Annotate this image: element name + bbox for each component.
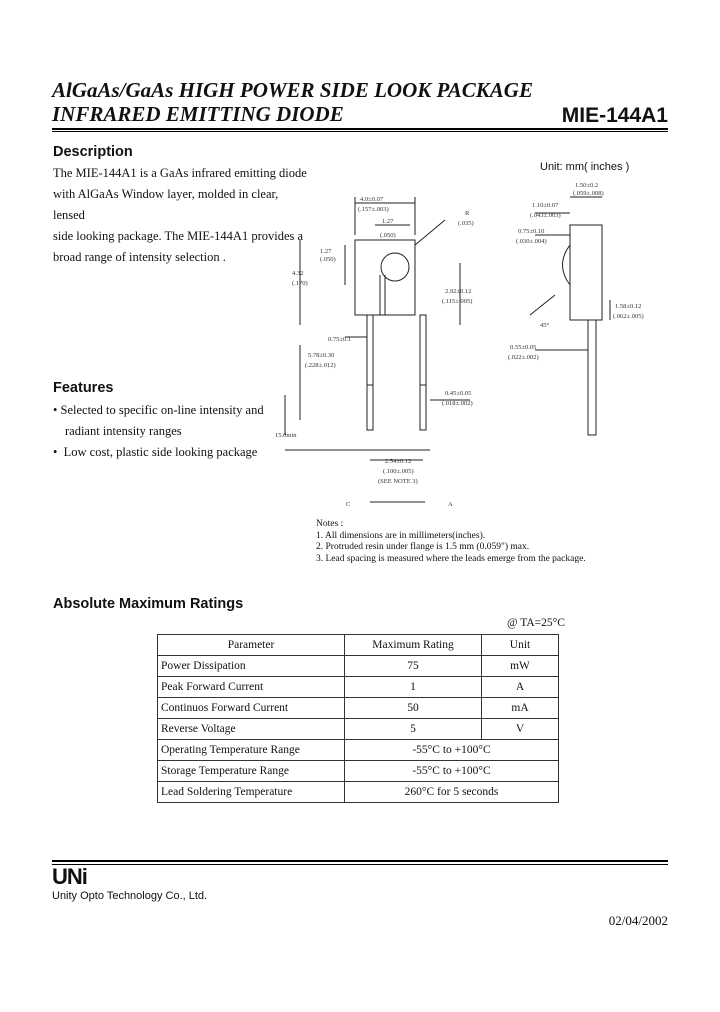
table-row <box>158 740 559 761</box>
feature-item: • Selected to specific on-line intensity and <box>53 403 264 417</box>
cell-param: Continuos Forward Current <box>158 698 345 719</box>
dim-label: 1.50±0.2 <box>575 182 599 189</box>
cell-value: 260°C for 5 seconds <box>345 782 559 803</box>
dim-label: (.228±.012) <box>305 362 336 369</box>
dim-label: 0.45±0.05 <box>445 390 472 397</box>
cell-param: Lead Soldering Temperature <box>158 782 345 803</box>
footer-rule <box>52 860 668 862</box>
part-number: MIE-144A1 <box>561 104 668 127</box>
dim-label: (.059±.008) <box>573 190 604 197</box>
cell-value: 50 <box>345 698 482 719</box>
package-body-side <box>570 225 602 320</box>
cell-unit: mA <box>482 698 559 719</box>
header-rule-thin <box>52 131 668 132</box>
column-header: Parameter <box>158 635 345 656</box>
dim-label: 1.27 <box>320 248 332 255</box>
feature-text: Selected to specific on-line intensity and <box>60 403 264 417</box>
column-header: Maximum Rating <box>345 635 482 656</box>
feature-item-cont <box>53 421 293 442</box>
cell-value: 1 <box>345 677 482 698</box>
table-row <box>158 719 559 740</box>
cell-value: 5 <box>345 719 482 740</box>
feature-text: Low cost, plastic side looking package <box>63 445 258 459</box>
dim-label: (.043±.003) <box>530 212 561 219</box>
ratings-condition: @ TA=25°C <box>507 617 565 629</box>
document-date: 02/04/2002 <box>608 913 668 928</box>
description-line: with AlGaAs Window layer, molded in clear, lensed <box>53 187 279 222</box>
cell-unit: V <box>482 719 559 740</box>
description-line: The MIE-144A1 is a GaAs infrared emitting diode <box>53 166 307 180</box>
description-line: side looking package. The MIE-144A1 provides a <box>53 229 304 243</box>
dim-label: (.170) <box>292 280 308 287</box>
note-item: 2. Protruded resin under flange is 1.5 mm (0.059") max. <box>316 542 530 552</box>
note-item: 1. All dimensions are in millimeters(inches). <box>316 530 486 541</box>
cell-param: Operating Temperature Range <box>158 740 345 761</box>
dim-label: 2.92±0.12 <box>445 288 472 295</box>
dim-label: (.035) <box>458 220 474 227</box>
table-row <box>158 761 559 782</box>
company-logo: UNi <box>52 864 87 889</box>
ratings-table <box>157 634 559 803</box>
drawing-notes <box>316 519 586 565</box>
unit-label: Unit: mm( inches ) <box>540 161 630 173</box>
dim-label: 1.27 <box>382 218 394 225</box>
feature-text: radiant intensity ranges <box>65 424 182 438</box>
cell-value: -55°C to +100°C <box>345 740 559 761</box>
dim-label: (.157±.003) <box>358 206 389 213</box>
dim-label: 1.58±0.12 <box>615 303 642 310</box>
table-row <box>158 656 559 677</box>
dim-label: 4.0±0.07 <box>360 196 384 203</box>
dim-label: C <box>346 501 351 508</box>
dim-label: R <box>465 210 470 217</box>
cell-param: Reverse Voltage <box>158 719 345 740</box>
company-name: Unity Opto Technology Co., Ltd. <box>52 890 208 902</box>
table-row <box>158 698 559 719</box>
dim-label: 45° <box>540 322 550 329</box>
lead-side <box>588 320 596 435</box>
column-header: Unit <box>482 635 559 656</box>
package-drawing <box>270 175 670 515</box>
dim-label: 5.78±0.30 <box>308 352 335 359</box>
dim-label: 2.54±0.12 <box>385 458 412 465</box>
table-header-row <box>158 635 559 656</box>
ratings-heading: Absolute Maximum Ratings <box>53 596 244 612</box>
dim-label: A <box>448 501 453 508</box>
dim-label: (.050) <box>320 256 336 263</box>
description-heading: Description <box>53 144 133 160</box>
dim-label: (.050) <box>380 232 396 239</box>
cell-value: 75 <box>345 656 482 677</box>
notes-heading: Notes : <box>316 519 344 529</box>
cell-unit: A <box>482 677 559 698</box>
dim-label: 0.55±0.05 <box>510 344 537 351</box>
table-row <box>158 782 559 803</box>
title-line-2: INFRARED EMITTING DIODE <box>52 102 344 126</box>
dim-label: (.062±.005) <box>613 313 644 320</box>
dim-label: 0.75±0.1 <box>328 336 352 343</box>
lead-cathode <box>367 315 373 430</box>
cell-param: Power Dissipation <box>158 656 345 677</box>
dim-label: (.115±.005) <box>442 298 473 305</box>
features-heading: Features <box>53 380 114 396</box>
description-line: broad range of intensity selection . <box>53 250 226 264</box>
dim-label: (SEE NOTE 3) <box>378 478 418 485</box>
cell-unit: mW <box>482 656 559 677</box>
dim-label: (.022±.002) <box>508 354 539 361</box>
cell-param: Peak Forward Current <box>158 677 345 698</box>
title-line-1: AlGaAs/GaAs HIGH POWER SIDE LOOK PACKAGE <box>52 78 533 102</box>
table-row <box>158 677 559 698</box>
dim-label: (.030±.004) <box>516 238 547 245</box>
dim-label: 4.32 <box>292 270 304 277</box>
dim-label: (.100±.005) <box>383 468 414 475</box>
features-list <box>53 400 293 463</box>
dim-label: 1.10±0.07 <box>532 202 559 209</box>
lead-anode <box>420 315 426 430</box>
cell-value: -55°C to +100°C <box>345 761 559 782</box>
dim-label: 0.75±0.10 <box>518 228 545 235</box>
cell-param: Storage Temperature Range <box>158 761 345 782</box>
footer-rule-thin <box>52 864 668 865</box>
note-item: 3. Lead spacing is measured where the leads emerge from the package. <box>316 553 586 564</box>
feature-item: • Low cost, plastic side looking package <box>53 445 258 459</box>
dim-label: 15.0min <box>275 432 297 439</box>
header-rule <box>52 128 668 130</box>
dim-label: (.018±.002) <box>442 400 473 407</box>
side-lens <box>563 245 571 285</box>
